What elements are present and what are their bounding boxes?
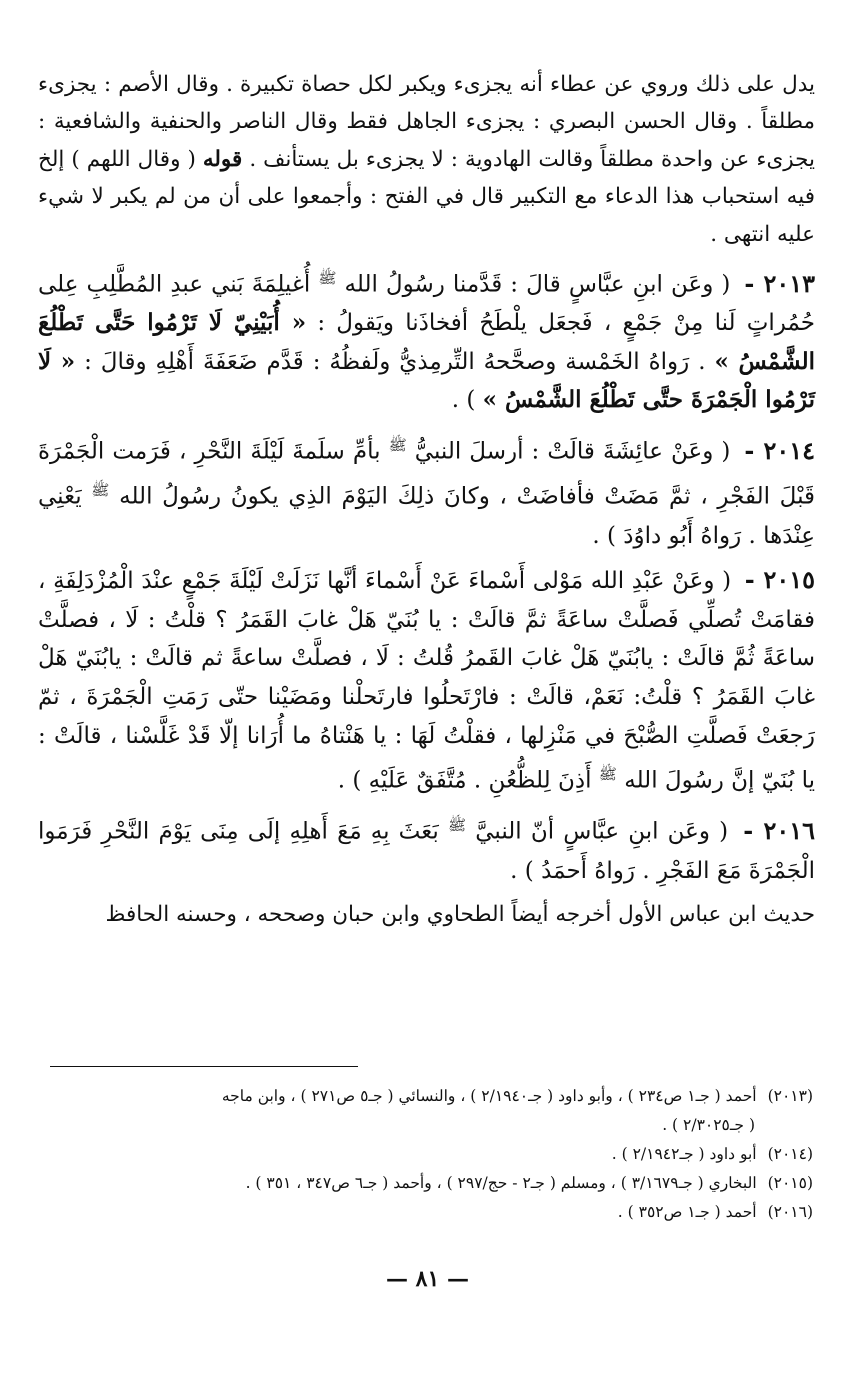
hadith-text: ( وعَنْ عائِشَةَ قالَتْ : أرسلَ النبيُّ (414, 438, 731, 465)
hadith-text: . رَواهُ الخَمْسة وصحَّحهُ التِّرمِذيُّ ولَفظُهُ : قَدَّم ضَعَفَةَ أَهْلِهِ وقالَ : (84, 348, 706, 375)
hadith-quote: « لَا تَرْمُوا الْجَمْرَةَ حتَّى تَطْلُعَ الشَّمْسُ » (38, 347, 815, 414)
hadith-2016 (38, 806, 815, 890)
hadith-text: ( وعَنْ عَبْدِ الله مَوْلى أَسْماءَ عَنْ أَسْماءَ أنَّها نَزَلَتْ لَيْلَةَ جَمْعٍ عنْدَ الْمُزْدَلِفَةِ ، فقامَتْ تُصلِّي فَصلَّتْ ساعَةً ثمَّ قالَتْ : يا بُنَيّ هَلْ غابَ القَمَرُ ؟ قلْتُ : لَا ، فصلَّتْ ساعَةً ثُمَّ قالَتْ : يابُنَيّ هَلْ غابَ القَمرُ قُلتُ : لَا ، فصلَّتْ ساعةً ثم قالَتْ : يابُنَيّ هَلْ غابَ القَمَرُ ؟ قلْتُ: نَعَمْ، قالَتْ : فارْتَحلُوا فارتَحلْنا ومَضَيْنا حتّى رَمَتِ الْجَمْرَةَ ، ثمّ رَجعَتْ فَصلَّتِ الصُّبْحَ في مَنْزِلها ، فقلْتُ لَهَا : يا هَنْتاهُ ما أُرَانا إلّا قَدْ غَلَّسْنا ، قالَتْ : يا بُنَيّ إنَّ رسُولَ الله (38, 568, 815, 794)
hadith-2013 (38, 259, 815, 420)
footnote-number: (٢٠١٣) (767, 1087, 813, 1105)
hadith-text: ) . (451, 387, 476, 414)
hadith-2015 (38, 561, 815, 800)
hadith-text: بأمِّ سلَمةَ لَيْلَةَ النَّحْرِ ، فَرَمت الْجَمْرَةَ قَبْلَ الفَجْرِ ، ثمَّ مَضَتْ فأفاضَتْ ، وكانَ ذلِكَ اليَوْمَ الذِي يكونُ رسُولُ الله (38, 438, 816, 510)
hadith-number: ٢٠١٥ - (744, 565, 815, 595)
footnote-text: أحمد ( جـ١ ص٣٥٢ ) . (617, 1203, 757, 1221)
commentary-line-3: والشافعية : يجزىء عن واحدة مطلقاً وقالت الهادوية : لا يجزىء بل يستأنف . (38, 109, 815, 172)
hadith-number: ٢٠١٦ - (743, 816, 816, 846)
salla-mark: ﷺ (388, 436, 407, 455)
commentary-line-1: يدل على ذلك وروي عن عطاء أنه يجزىء ويكبر لكل حصاة تكبيرة . وقال الأصم : (103, 72, 815, 97)
commentary-line-2: يجزىء مطلقاً . وقال الحسن البصري : يجزىء الجاهل فقط وقال الناصر والحنفية (38, 72, 815, 135)
hadith-quote: « أُبَيْنِيّ لَا تَرْمُوا حَتَّى تَطْلُعَ الشَّمْسُ » (38, 309, 816, 375)
footnote-text: البخاري ( جـ٣/١٦٧٩ ) ، ومسلم ( جـ٢ - حج/٢٩٧ ) ، وأحمد ( جـ٦ ص٣٤٧ ، ٣٥١ ) . (245, 1174, 757, 1192)
page-number: — ٨١ — (386, 1266, 469, 1292)
footnote (40, 1082, 813, 1111)
footnote-number: (٢٠١٤) (767, 1145, 813, 1163)
footnote-number: (٢٠١٦) (767, 1203, 813, 1221)
hadith-number: ٢٠١٣ - (744, 268, 815, 298)
footnotes (40, 1082, 813, 1227)
commentary-line-5: من لم يكبر لا شيء عليه انتهى . (38, 184, 815, 247)
footnote (40, 1169, 813, 1198)
hadith-text: ( وعَن ابنِ عبَّاسٍ قالَ : قَدَّمنا رسُولُ الله (344, 271, 731, 298)
hadith-text: يَعْنِي عِنْدَها . رَواهُ أَبُو داوُدَ ) . (38, 483, 815, 549)
salla-mark: ﷺ (447, 816, 467, 835)
footnote-separator (50, 1066, 358, 1067)
hadith-number: ٢٠١٤ - (744, 435, 816, 465)
hadith-2014 (38, 426, 815, 555)
footnote (40, 1140, 813, 1169)
hadith-text: بَعَثَ بِهِ مَعَ أَهلِهِ إلَى مِنَى يَوْمَ النَّحْرِ فَرَمَوا الْجَمْرَةَ مَعَ الفَجْرِ . رَواهُ أَحمَدُ ) . (38, 819, 815, 884)
footnote (40, 1198, 813, 1227)
hadith-text: أَذِنَ لِلظُّعُنِ . مُتَّفَقٌ عَلَيْهِ ) . (337, 767, 592, 794)
footnote-continuation: ( جـ٢/٣٠٢٥ ) . (662, 1116, 755, 1134)
salla-mark: ﷺ (91, 481, 110, 500)
commentary-bottom: حديث ابن عباس الأول أخرجه أيضاً الطحاوي وابن حبان وصححه ، وحسنه الحافظ (105, 902, 815, 928)
footnote-text: أحمد ( جـ١ ص٢٣٤ ) ، وأبو داود ( جـ٢/١٩٤٠ ) ، والنسائي ( جـ٥ ص٢٧١ ) ، وابن ماجه (221, 1087, 757, 1105)
hadith-text: ( وعَن ابنِ عبَّاسٍ أنّ النبيَّ (475, 819, 729, 846)
hadith-text: أُغيلِمَةَ بَني عبدِ المُطَّلِبِ عِلى حُمُراتٍ لَنا مِنْ جَمْعٍ ، فَجعَل يلْطَحُ أفخاذَنا ويَقولُ : (38, 271, 815, 337)
salla-mark: ﷺ (598, 765, 617, 784)
salla-mark: ﷺ (318, 269, 337, 288)
footnote-number: (٢٠١٥) (767, 1174, 813, 1192)
commentary-line-4: ( وقال اللهم ) إلخ فيه استحباب هذا الدعاء مع التكبير قال في الفتح : وأجمعوا على أن (38, 146, 815, 210)
footnote-text: أبو داود ( جـ٢/١٩٤٢ ) . (611, 1145, 757, 1163)
qawluh-label: قوله (202, 146, 243, 172)
commentary-top (38, 66, 815, 253)
main-text (38, 66, 815, 934)
